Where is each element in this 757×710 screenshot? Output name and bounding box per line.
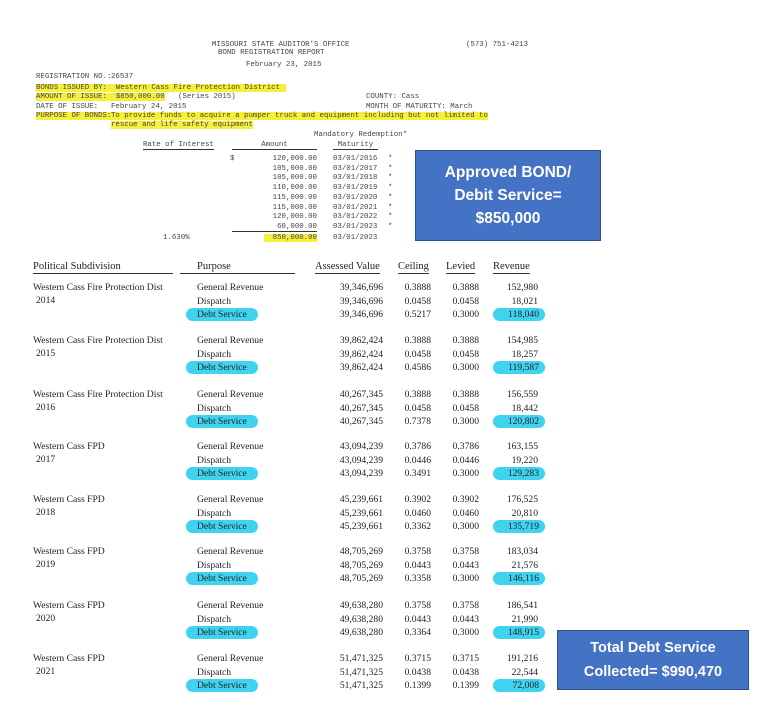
assessed-value-cell: 43,094,239 (339, 454, 383, 466)
header-subdivision: Political Subdivision (33, 261, 173, 274)
ceiling-cell: 0.3758 (404, 600, 431, 611)
ceiling-cell: 0.3358 (404, 573, 431, 584)
assessed-value-cell: 40,267,345 (339, 389, 383, 400)
revenue-cell: 120,802 (493, 415, 545, 428)
ceiling-cell: 0.3491 (404, 468, 431, 479)
callout-line: Total Debt Service (590, 640, 716, 656)
purpose-cell: General Revenue (197, 335, 264, 346)
purpose-cell: Dispatch (197, 666, 232, 678)
assessed-value-cell: 39,346,696 (339, 309, 383, 320)
maturity-month-label: MONTH OF MATURITY: (366, 103, 446, 111)
dollar-sign: $ (230, 155, 235, 163)
revenue-cell: 183,034 (506, 546, 538, 557)
subdivision-year: 2020 (36, 613, 56, 624)
ceiling-cell: 0.3364 (404, 627, 431, 638)
ceiling-cell: 0.7378 (404, 416, 431, 427)
header-purpose: Purpose (180, 261, 295, 274)
levied-cell: 0.1399 (452, 680, 479, 691)
schedule-amount: 105,000.00 (272, 174, 317, 183)
office-name: MISSOURI STATE AUDITOR'S OFFICE (212, 41, 350, 49)
ceiling-cell: 0.3888 (404, 282, 431, 293)
date-issue: February 24, 2015 (111, 103, 187, 111)
ceiling-cell: 0.0443 (404, 559, 431, 571)
ceiling-cell: 0.0458 (404, 295, 431, 307)
levied-cell: 0.3000 (452, 573, 479, 584)
schedule-maturity: 03/01/2019 (333, 184, 378, 193)
ceiling-cell: 0.5217 (404, 309, 431, 320)
subdivision-name: Western Cass FPD (33, 600, 105, 611)
revenue-cell: 163,155 (506, 441, 538, 452)
report-title: BOND REGISTRATION REPORT (218, 49, 325, 57)
amount-label: AMOUNT OF ISSUE: (36, 93, 107, 101)
assessed-value-cell: 39,862,424 (339, 348, 383, 360)
purpose-cell: General Revenue (197, 389, 264, 400)
assessed-value-cell: 45,239,661 (339, 507, 383, 519)
levied-cell: 0.3000 (452, 521, 479, 532)
schedule-mark: * (388, 155, 393, 163)
total-amount: 850,000.00 (264, 234, 317, 242)
levied-cell: 0.3758 (452, 600, 479, 611)
schedule-maturity: 03/01/2023 (333, 222, 378, 231)
ceiling-cell: 0.3758 (404, 546, 431, 557)
subdivision-year: 2019 (36, 559, 56, 570)
assessed-value-cell: 48,705,269 (339, 546, 383, 557)
revenue-cell: 18,257 (511, 348, 538, 360)
schedule-amount: 115,000.00 (272, 193, 317, 202)
revenue-cell: 148,915 (493, 626, 545, 639)
revenue-cell: 135,719 (493, 520, 545, 533)
schedule-amount: 120,000.00 (272, 155, 317, 163)
registration-label: REGISTRATION NO.: (36, 73, 112, 81)
levied-cell: 0.0443 (452, 613, 479, 625)
assessed-value-cell: 45,239,661 (339, 521, 383, 532)
purpose-cell: Debt Service (186, 626, 258, 639)
levied-cell: 0.3902 (452, 494, 479, 505)
maturity-month: March (450, 103, 473, 111)
assessed-value-cell: 49,638,280 (339, 613, 383, 625)
maturity-month-line (366, 103, 472, 111)
purpose-cell: Dispatch (197, 402, 232, 414)
purpose-cell: General Revenue (197, 653, 264, 664)
ceiling-cell: 0.3888 (404, 335, 431, 346)
purpose-cell: Debt Service (186, 572, 258, 585)
county: Cass (401, 93, 420, 101)
revenue-cell: 22,544 (511, 666, 538, 678)
purpose-cell: Debt Service (186, 415, 258, 428)
ceiling-cell: 0.0458 (404, 402, 431, 414)
purpose-cell: General Revenue (197, 546, 264, 557)
amount: $850,000.00 (115, 93, 165, 101)
ceiling-cell: 0.0438 (404, 666, 431, 678)
levied-cell: 0.0443 (452, 559, 479, 571)
revenue-cell: 129,283 (493, 467, 545, 480)
purpose-cell: General Revenue (197, 282, 264, 293)
schedule-amount: 120,000.00 (272, 213, 317, 222)
levied-cell: 0.3000 (452, 309, 479, 320)
levied-cell: 0.3000 (452, 362, 479, 373)
schedule-amount: 110,000.00 (272, 184, 317, 193)
levied-cell: 0.3888 (452, 335, 479, 346)
schedule-amount: 115,000.00 (272, 203, 317, 212)
callout-line: Debit Service= (454, 187, 562, 204)
issuer: Western Cass Fire Protection District (115, 84, 280, 92)
issuer-line (36, 84, 286, 92)
header-assessed: Assessed Value (315, 261, 380, 272)
revenue-cell: 176,525 (506, 494, 538, 505)
schedule-mark: * (388, 184, 393, 193)
levied-cell: 0.0460 (452, 507, 479, 519)
purpose-cell: Dispatch (197, 559, 232, 571)
revenue-cell: 154,985 (506, 335, 538, 346)
levied-cell: 0.3888 (452, 389, 479, 400)
purpose-cell: General Revenue (197, 600, 264, 611)
purpose-cell: Debt Service (186, 467, 258, 480)
subdivision-name: Western Cass Fire Protection Dist (33, 389, 163, 400)
county-line (366, 93, 419, 101)
schedule-maturity: 03/01/2020 (333, 193, 378, 202)
revenue-cell: 119,587 (493, 361, 545, 374)
ceiling-cell: 0.0446 (404, 454, 431, 466)
assessed-value-cell: 39,346,696 (339, 295, 383, 307)
schedule-maturity: 03/01/2022 (333, 213, 378, 222)
purpose-label: PURPOSE OF BONDS: (36, 112, 112, 120)
assessed-value-cell: 45,239,661 (339, 494, 383, 505)
levied-cell: 0.3888 (452, 282, 479, 293)
schedule-amount: 60,000.00 (277, 222, 317, 231)
revenue-cell: 186,541 (506, 600, 538, 611)
subdivision-year: 2014 (36, 295, 56, 306)
schedule-mark: * (388, 222, 393, 231)
schedule-amount: 105,000.00 (272, 164, 317, 173)
revenue-cell: 152,980 (506, 282, 538, 293)
subdivision-name: Western Cass FPD (33, 653, 105, 664)
revenue-cell: 146,116 (493, 572, 545, 585)
schedule-mark: * (388, 174, 393, 183)
schedule-maturity: 03/01/2016 (333, 155, 378, 163)
assessed-value-cell: 51,471,325 (339, 653, 383, 664)
report-date: February 23, 2015 (246, 61, 322, 69)
subdivision-year: 2021 (36, 666, 56, 677)
assessed-value-cell: 49,638,280 (339, 600, 383, 611)
assessed-value-cell: 48,705,269 (339, 573, 383, 584)
revenue-cell: 191,216 (506, 653, 538, 664)
purpose-cell: Dispatch (197, 613, 232, 625)
ceiling-cell: 0.0460 (404, 507, 431, 519)
header-ceiling: Ceiling (398, 261, 429, 272)
purpose-cell: Debt Service (186, 361, 258, 374)
levied-cell: 0.3000 (452, 468, 479, 479)
assessed-value-cell: 39,346,696 (339, 282, 383, 293)
subdivision-year: 2016 (36, 402, 56, 413)
ceiling-cell: 0.3362 (404, 521, 431, 532)
subdivision-year: 2018 (36, 507, 56, 518)
assessed-value-cell: 40,267,345 (339, 402, 383, 414)
revenue-cell: 18,442 (511, 402, 538, 414)
levied-cell: 0.0438 (452, 666, 479, 678)
purpose-line-1: To provide funds to acquire a pumper truck and equipment including but not limited to (111, 112, 488, 120)
callout-line: Collected= $990,470 (583, 664, 723, 680)
subdivision-name: Western Cass FPD (33, 546, 105, 557)
callout-line: Approved BOND/ (444, 164, 572, 181)
subdivision-year: 2015 (36, 348, 56, 359)
purpose-line-2: rescue and life safety equipment (111, 121, 253, 129)
levied-cell: 0.3000 (452, 416, 479, 427)
assessed-value-cell: 49,638,280 (339, 627, 383, 638)
ceiling-cell: 0.4586 (404, 362, 431, 373)
date-issue-label: DATE OF ISSUE: (36, 103, 99, 111)
levied-cell: 0.0458 (452, 348, 479, 360)
schedule-maturity: 03/01/2017 (333, 164, 378, 173)
assessed-value-cell: 48,705,269 (339, 559, 383, 571)
phone: (573) 751-4213 (466, 41, 529, 49)
purpose-cell: Debt Service (186, 308, 258, 321)
purpose-cell: Debt Service (186, 520, 258, 533)
purpose-cell: Dispatch (197, 348, 232, 360)
amount-line (36, 93, 165, 101)
subdivision-name: Western Cass Fire Protection Dist (33, 282, 163, 293)
purpose-cell: Debt Service (186, 679, 258, 692)
ceiling-cell: 0.1399 (404, 680, 431, 691)
purpose-cell: Dispatch (197, 295, 232, 307)
approved-bond-callout (415, 150, 601, 241)
subdivision-name: Western Cass Fire Protection Dist (33, 335, 163, 346)
assessed-value-cell: 39,862,424 (339, 335, 383, 346)
revenue-cell: 21,990 (511, 613, 538, 625)
county-label: COUNTY: (366, 93, 398, 101)
header-levied: Levied (446, 261, 476, 272)
revenue-cell: 20,810 (511, 507, 538, 519)
revenue-cell: 21,576 (511, 559, 538, 571)
schedule-mark: * (388, 193, 393, 202)
issuer-label: BONDS ISSUED BY: (36, 84, 107, 92)
registration-no: 26537 (111, 73, 134, 81)
series: (Series 2015) (178, 93, 236, 101)
col-maturity: Maturity (333, 141, 378, 150)
subdivision-name: Western Cass FPD (33, 494, 105, 505)
revenue-cell: 18,021 (511, 295, 538, 307)
levied-cell: 0.3000 (452, 627, 479, 638)
levied-cell: 0.0458 (452, 295, 479, 307)
purpose-cell: Dispatch (197, 507, 232, 519)
levied-cell: 0.3758 (452, 546, 479, 557)
revenue-cell: 118,040 (493, 308, 545, 321)
ceiling-cell: 0.3786 (404, 441, 431, 452)
header-revenue: Revenue (493, 261, 530, 272)
purpose-cell: General Revenue (197, 494, 264, 505)
subdivision-year: 2017 (36, 454, 56, 465)
levied-cell: 0.3786 (452, 441, 479, 452)
callout-line: $850,000 (475, 210, 541, 227)
col-rate: Rate of Interest (143, 141, 214, 149)
assessed-value-cell: 51,471,325 (339, 680, 383, 691)
ceiling-cell: 0.3902 (404, 494, 431, 505)
revenue-cell: 19,220 (511, 454, 538, 466)
schedule-mark: * (388, 213, 393, 222)
assessed-value-cell: 39,862,424 (339, 362, 383, 373)
schedule-mark: * (388, 203, 393, 212)
levied-cell: 0.0446 (452, 454, 479, 466)
schedule-mark: * (388, 164, 393, 173)
ceiling-cell: 0.0458 (404, 348, 431, 360)
levied-cell: 0.0458 (452, 402, 479, 414)
revenue-cell: 72,008 (493, 679, 545, 692)
purpose-cell: Dispatch (197, 454, 232, 466)
ceiling-cell: 0.3715 (404, 653, 431, 664)
mandatory-redemption: Mandatory Redemption* (314, 131, 408, 139)
revenue-cell: 156,559 (506, 389, 538, 400)
levied-cell: 0.3715 (452, 653, 479, 664)
total-maturity: 03/01/2023 (333, 234, 378, 242)
col-amount: Amount (232, 141, 317, 150)
assessed-value-cell: 43,094,239 (339, 441, 383, 452)
purpose-cell: General Revenue (197, 441, 264, 452)
assessed-value-cell: 40,267,345 (339, 416, 383, 427)
ceiling-cell: 0.0443 (404, 613, 431, 625)
schedule-maturity: 03/01/2021 (333, 203, 378, 212)
total-debt-service-callout (557, 630, 749, 690)
assessed-value-cell: 51,471,325 (339, 666, 383, 678)
total-rate: 1.630% (163, 234, 190, 242)
ceiling-cell: 0.3888 (404, 389, 431, 400)
assessed-value-cell: 43,094,239 (339, 468, 383, 479)
subdivision-name: Western Cass FPD (33, 441, 105, 452)
schedule-maturity: 03/01/2018 (333, 174, 378, 183)
